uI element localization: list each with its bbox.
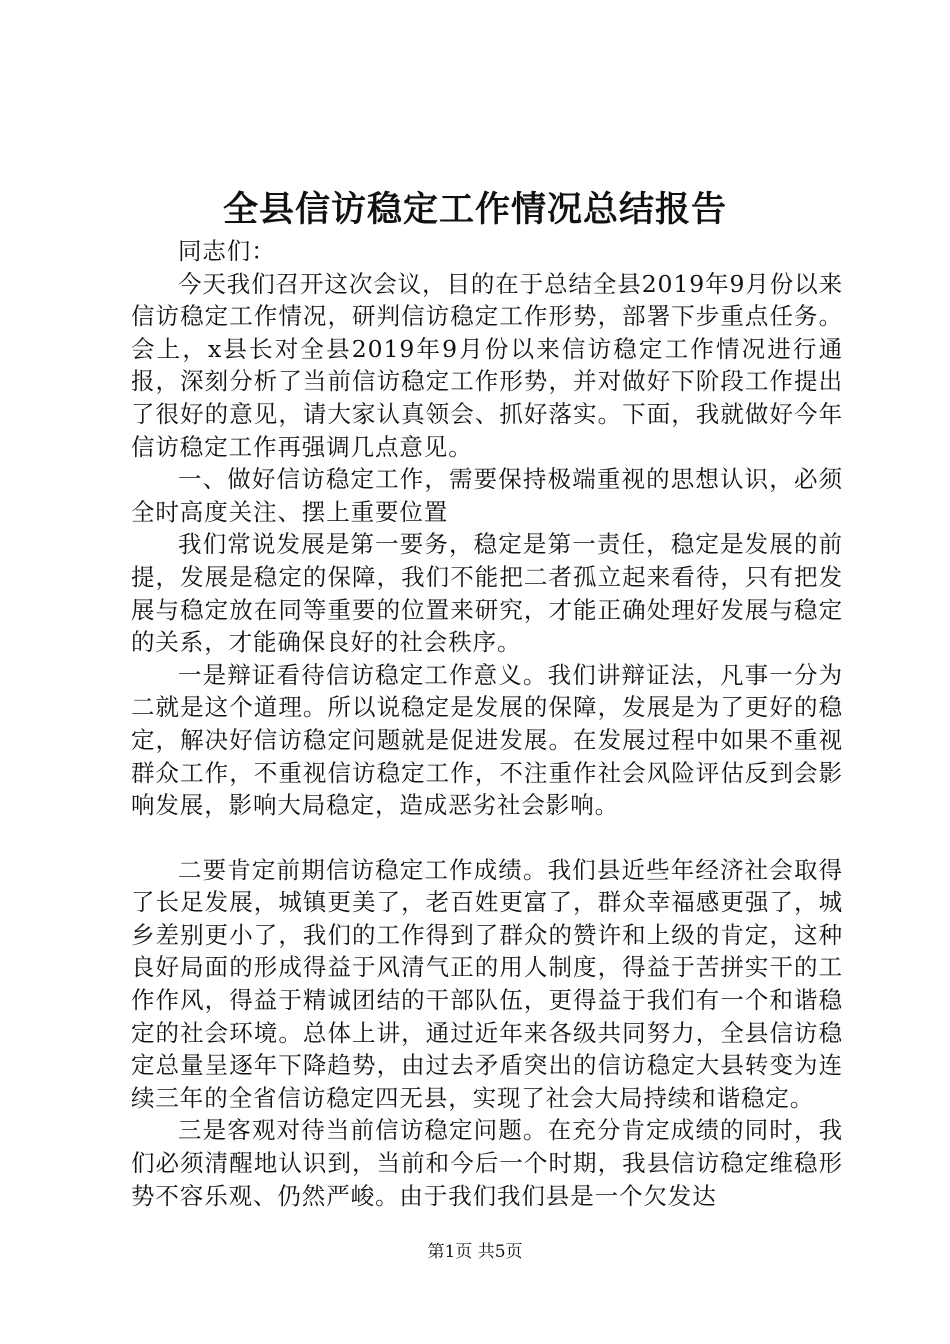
section-heading-1: 一、做好信访稳定工作，需要保持极端重视的思想认识，必须全时高度关注、摆上重要位置 bbox=[131, 465, 843, 526]
page-footer: 第1页 共5页 bbox=[427, 1242, 523, 1262]
document-title: 全县信访稳定工作情况总结报告 bbox=[222, 189, 727, 230]
paragraph-intro: 今天我们召开这次会议，目的在于总结全县2019年9月份以来信访稳定工作情况，研判信访稳定工作形势，部署下步重点任务。会上，x县长对全县2019年9月份以来信访稳定工作情况进行通报，深刻分析了当前信访稳定工作形势，并对做好下阶段工作提出了很好的意见，请大家认真领会、抓好落实。下面，我就做好今年信访稳定工作再强调几点意见。 bbox=[131, 269, 843, 461]
salutation: 同志们： bbox=[178, 237, 276, 265]
paragraph-point-two: 二要肯定前期信访稳定工作成绩。我们县近些年经济社会取得了长足发展，城镇更美了，老百姓更富了，群众幸福感更强了，城乡差别更小了，我们的工作得到了群众的赞许和上级的肯定，这种良好局面的形成得益于风清气正的用人制度，得益于苦拼实干的工作作风，得益于精诚团结的干部队伍，更得益于我们有一个和谐稳定的社会环境。总体上讲，通过近年来各级共同努力，全县信访稳定总量呈逐年下降趋势，由过去矛盾突出的信访稳定大县转变为连续三年的全省信访稳定四无县，实现了社会大局持续和谐稳定。 bbox=[131, 855, 843, 1112]
document-body bbox=[131, 235, 843, 1212]
paragraph-development-stability: 我们常说发展是第一要务，稳定是第一责任，稳定是发展的前提，发展是稳定的保障，我们不能把二者孤立起来看待，只有把发展与稳定放在同等重要的位置来研究，才能正确处理好发展与稳定的关系，才能确保良好的社会秩序。 bbox=[131, 530, 843, 657]
paragraph-point-three: 三是客观对待当前信访稳定问题。在充分肯定成绩的同时，我们必须清醒地认识到，当前和今后一个时期，我县信访稳定维稳形势不容乐观、仍然严峻。由于我们我们县是一个欠发达 bbox=[131, 1116, 843, 1210]
paragraph-point-one: 一是辩证看待信访稳定工作意义。我们讲辩证法，凡事一分为二就是这个道理。所以说稳定是发展的保障，发展是为了更好的稳定，解决好信访稳定问题就是促进发展。在发展过程中如果不重视群众工作，不重视信访稳定工作，不注重作社会风险评估反到会影响发展，影响大局稳定，造成恶劣社会影响。 bbox=[131, 660, 843, 820]
